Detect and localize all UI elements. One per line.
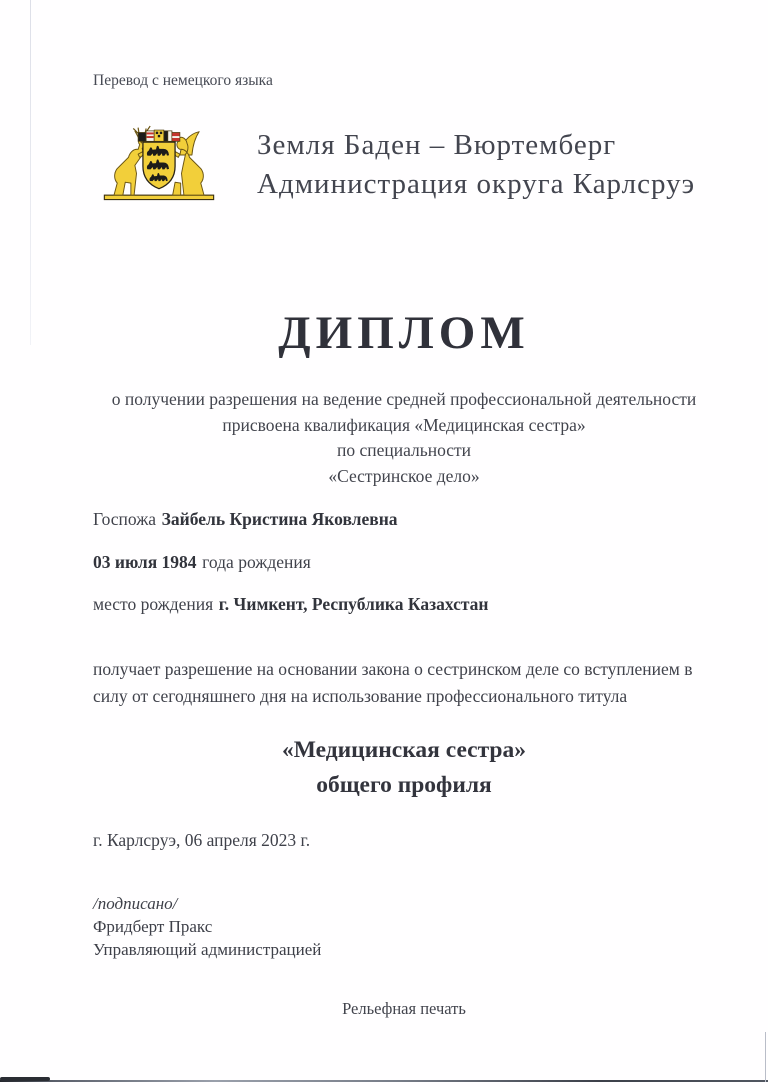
emblem-plinth [104,195,213,199]
scan-edge-bottom [0,1080,768,1082]
baden-wuerttemberg-coat-of-arms-icon [86,118,232,208]
birth-place: г. Чимкент, Республика Казахстан [218,594,489,614]
permission-line: получает разрешение на основании закона о сестринском деле со вступлением в [93,659,693,679]
signature-block [93,892,321,961]
authority-line-2: Администрация округа Карлсруэ [257,168,696,200]
scan-edge-right [765,1032,766,1082]
birth-place-label: место рождения [93,594,214,614]
authority-line-1: Земля Баден – Вюртемберг [257,129,617,161]
place-date-line: г. Карлсруэ, 06 апреля 2023 г. [93,830,311,850]
permission-line: силу от сегодняшнего дня на использование профессионального титула [93,685,628,706]
subtitle-line: «Сестринское дело» [328,465,480,486]
professional-title [40,733,768,803]
issuing-authority [257,126,695,204]
professional-title-line-2: общего профиля [316,772,492,798]
emblem-shield [143,142,175,189]
translation-note: Перевод с немецкого языка [93,72,273,89]
subtitle-line: о получении разрешения на ведение средней профессиональной деятельности [111,389,697,409]
scan-edge-bottom-dash [0,1077,50,1081]
document-subtitle [40,387,768,489]
subtitle-line: присвоена квалификация «Медицинская сестра» [222,414,586,435]
scan-edge-left [30,0,31,345]
salutation: Госпожа [93,509,157,529]
emblem-crest-banners [138,130,180,141]
birth-place-line [93,594,489,615]
birth-date-suffix: года рождения [202,552,311,572]
document-title: ДИПЛОМ [278,307,530,359]
professional-title-line-1: «Медицинская сестра» [281,737,526,763]
signatory-name: Фридберт Пракс [93,917,213,936]
signatory-title: Управляющий администрацией [93,940,322,959]
recipient-name-line [93,509,398,530]
embossed-seal-note: Рельефная печать [342,999,466,1018]
birth-date-line [93,552,311,573]
subtitle-line: по специальности [336,440,472,460]
signed-marker: /подписано/ [93,894,178,913]
birth-date: 03 июля 1984 [93,552,197,572]
recipient-name: Зайбель Кристина Яковлевна [161,509,398,529]
permission-paragraph [93,656,692,709]
